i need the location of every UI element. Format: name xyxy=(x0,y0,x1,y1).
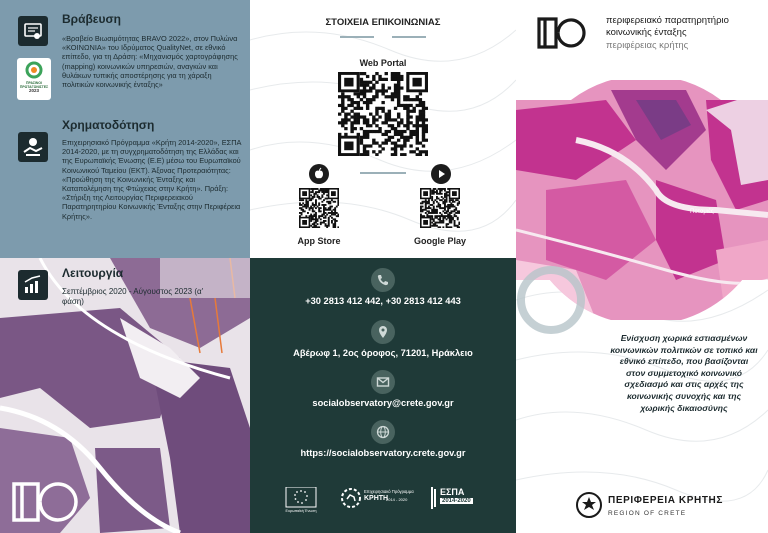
divider xyxy=(360,172,406,174)
globe-icon xyxy=(371,420,395,444)
address-text: Αβέρωφ 1, 2ος όροφος, 71201, Ηράκλειο xyxy=(293,348,473,358)
email-text[interactable]: socialobservatory@crete.gov.gr xyxy=(312,398,454,408)
operation-section xyxy=(0,258,250,318)
espa-text: ΕΣΠΑ xyxy=(440,487,465,497)
contact-top-area xyxy=(250,0,516,258)
web-portal-label: Web Portal xyxy=(359,58,407,68)
google-play-icon xyxy=(431,164,451,184)
web-portal-qr-code[interactable] xyxy=(338,72,428,156)
handshake-money-icon xyxy=(18,132,48,162)
funding-title: Χρηματοδότηση xyxy=(62,118,155,132)
apple-icon xyxy=(309,164,329,184)
green-protagonists-badge xyxy=(17,58,51,100)
phone-text[interactable]: +30 2813 412 442, +30 2813 412 443 xyxy=(305,296,461,306)
observatory-subtitle: περιφέρειας κρήτης xyxy=(606,40,689,51)
phone-icon xyxy=(371,268,395,292)
crete-program-name: ΚΡΗΤΗ xyxy=(364,495,389,502)
funding-text: Επιχειρησιακό Πρόγραμμα «Κρήτη 2014-2020», ΕΣΠΑ 2014-2020, με τη συγχρηματοδότηση της Ελλάδας και της Ευρωπαϊκής Ένωσης (Ε.Ε) μέσω του Ευρωπαϊκού Κοινωνικού Ταμείου (ΕΚΤ). Άξονας Προτεραιότητας: «Προώθηση της Κοινωνικής Ένταξης και Καταπολέμηση της Φτώχειας στην Κρήτη». Πράξη: «Στήριξη της Λειτουργίας Περιφερειακού Παρατηρητηρίου Κοινωνικής Ένταξης στην Περιφέρεια Κρήτης». xyxy=(62,138,242,221)
eu-logo-text: Ευρωπαϊκή Ένωση xyxy=(285,509,317,513)
observatory-title-line1: περιφερειακό παρατηρητήριο xyxy=(606,15,729,26)
contact-panel xyxy=(250,0,516,533)
right-panel xyxy=(516,0,768,533)
award-certificate-icon xyxy=(18,16,48,46)
observatory-logo-watermark xyxy=(10,480,84,529)
divider xyxy=(392,36,426,38)
region-name: ΠΕΡΙΦΕΡΕΙΑ ΚΡΗΤΗΣ xyxy=(608,495,723,506)
website-text[interactable]: https://socialobservatory.crete.gov.gr xyxy=(300,448,466,458)
observatory-title-line2: κοινωνικής ένταξης xyxy=(606,27,687,38)
contact-title: ΣΤΟΙΧΕΙΑ ΕΠΙΚΟΙΝΩΝΙΑΣ xyxy=(325,17,441,28)
region-crete-emblem-icon xyxy=(576,492,602,518)
left-panel xyxy=(0,0,250,533)
chart-growth-icon xyxy=(18,270,48,300)
eu-logo xyxy=(280,487,322,525)
espa-years: 2014-2020 xyxy=(442,498,471,504)
badge-year: 2023 xyxy=(28,88,39,93)
observatory-logo xyxy=(536,16,592,55)
awards-text: «Βραβείο Βιωσιμότητας BRAVO 2022», στον Πυλώνα «ΚΟΙΝΩΝΙΑ» του Ιδρύματος QualityNet, σε εθνικό επίπεδο, για τη Δράση: «Μηχανισμός χαρτογράφησης (mapping) κοινωνικών υπηρεσιών, αναγκών και θυλάκων τυπικής αποστέρησης για τη χάραξη πολιτικών κοινωνικής ένταξης» xyxy=(62,34,238,90)
crete-program-years: 2014 - 2020 xyxy=(386,497,408,502)
crete-program-text: Επιχειρησιακό Πρόγραμμα xyxy=(364,489,414,494)
region-name-english: REGION OF CRETE xyxy=(608,510,687,517)
contact-details-area xyxy=(250,258,516,533)
operation-title: Λειτουργία xyxy=(62,266,124,280)
google-play-qr-code[interactable] xyxy=(420,188,460,228)
crete-program-logo xyxy=(340,487,420,525)
app-store-qr-code[interactable] xyxy=(299,188,339,228)
app-store-label[interactable]: App Store xyxy=(297,236,341,246)
map-place-label: Ποταμιές xyxy=(690,209,714,215)
operation-text: Σεπτέμβριος 2020 - Αύγουστος 2023 (α' φάση) xyxy=(62,287,204,306)
divider xyxy=(340,36,374,38)
espa-logo xyxy=(430,487,490,525)
awards-title: Βράβευση xyxy=(62,12,122,26)
email-icon xyxy=(371,370,395,394)
funding-section xyxy=(0,116,250,256)
awards-section xyxy=(0,0,250,120)
mission-statement: Ενίσχυση χωρικά εστιασμένων κοινωνικών πολιτικών σε τοπικό και εθνικό επίπεδο, που βασίζονται στον συμμετοχικό κοινωνικό σχεδιασμό και στις αρχές της κοινωνικής συνοχής και της χωρικής δικαιοσύνης xyxy=(610,333,758,413)
google-play-label[interactable]: Google Play xyxy=(413,236,466,246)
location-pin-icon xyxy=(371,320,395,344)
badge-text: ΠΡΑΣΙΝΟΙ ΠΡΩΤΑΓΩΝΙΣΤΕΣ xyxy=(19,81,49,89)
